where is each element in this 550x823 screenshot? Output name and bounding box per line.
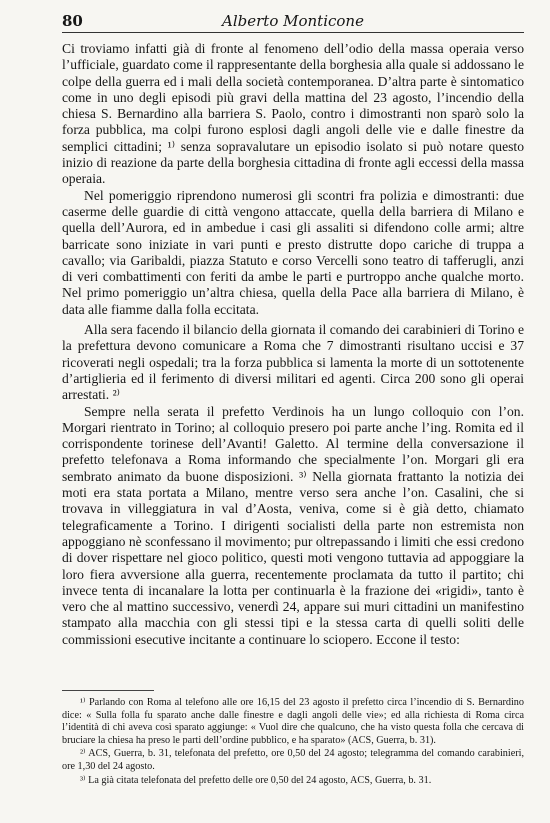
page-header: [62, 10, 524, 33]
body-text: [62, 41, 524, 648]
paragraph: Ci troviamo infatti già di fronte al fenomeno dell’odio della massa operaia verso l’ufficiale, guardato come il rappresentante della borghesia alla quale si addossano le colpe della guerra ed i mali della società contemporanea. D’altra parte è sintomatico come in uno degli episodi più gravi della mattina del 23 agosto, l’incendio della chiesa S. Bernardino alla barriera S. Paolo, contro i dimostranti non sparò solo la forza pubblica, ma colpi furono esplosi dagli angoli delle vie e dalle finestre da semplici cittadini; ¹⁾ senza sopravalutare un episodio isolato si può notare questo inizio di reazione da parte della borghesia cittadina di fronte agli eccessi della massa operaia.: [62, 41, 524, 187]
running-title: Alberto Monticone: [222, 12, 364, 30]
paragraph: Nel pomeriggio riprendono numerosi gli scontri fra polizia e dimostranti: due caserme delle guardie di città vengono attaccate, quella della barriera di Milano e quella dell’Aurora, ed in ambedue i casi gli assaliti si difendono colle armi; altre barricate sono iniziate in vari punti e presto distrutte dopo cariche di truppa a cavallo; via Garibaldi, piazza Statuto e corso Vercelli sono teatro di tafferugli, anzi di veri combattimenti con feriti da ambe le parti e purtroppo anche qualche morto. Nel primo pomeriggio un’altra chiesa, quella della Pace alla barriera di Milano, è data alle fiamme dalla folla eccitata.: [62, 187, 524, 317]
footnote: ³⁾ La già citata telefonata del prefetto delle ore 0,50 del 24 agosto, ACS, Guerra, b. 31.: [80, 774, 432, 786]
paragraph: Sempre nella serata il prefetto Verdinois ha un lungo colloquio con l’on. Morgari rientrato in Torino; al colloquio presero poi parte anche l’ing. Romita ed il corrispondente torinese dell’Avanti! Galetto. Al termine della conversazione il prefetto telefonava a Roma informando che specialmente l’on. Morgari gli era sembrato animato da buone disposizioni. ³⁾ Nella giornata frattanto la notizia dei moti era stata portata a Milano, mentre verso sera anche l’on. Casalini, che si trovava in villeggiatura in val d’Aosta, veniva, come si è già detto, chiamato telegraficamente a Torino. I dirigenti socialisti della parte non estremista non appoggiano nè sconfessano il movimento; pur oltrepassando i limiti che essi credono di dover rispettare nel gioco politico, questi moti vengono tuttavia ad appoggiare la loro fiera avversione alla guerra, recentemente proclamata da tutto il partito; chi invece tenta di incanalare la lotta per continuarla è la frazione dei «rigidi», tanto è vero che al mattino successivo, venerdì 24, appare sui muri cittadini un manifestino stampato alla macchia con gli stessi tipi e la stessa carta di quelli soliti delle commissioni esecutive incitante a continuare lo sciopero. Eccone il testo:: [62, 403, 524, 647]
footnote: ¹⁾ Parlando con Roma al telefono alle ore 16,15 del 23 agosto il prefetto circa l’incendio di S. Bernardino dice: « Sulla folla fu sparato anche dalle finestre e dagli angoli delle vie»; ed alla richiesta di Roma circa l’identità di chi aveva così sparato aggiunge: « Vuol dire che qualcuno, che ha visto questa folla che cercava di bruciare la chiesa ha preso le parti dell’ordine pubblico, e ha sparato» (ACS, Guerra, b. 31).: [62, 697, 524, 746]
footnote-divider: [62, 690, 154, 691]
footnote: ²⁾ ACS, Guerra, b. 31, telefonata del prefetto, ore 0,50 del 24 agosto; telegramma del comando carabinieri, ore 1,30 del 24 agosto.: [62, 748, 524, 772]
footnotes: [62, 697, 524, 788]
paragraph: Alla sera facendo il bilancio della giornata il comando dei carabinieri di Torino e la prefettura devono comunicare a Roma che 7 dimostranti risultano uccisi e 37 ricoverati negli ospedali; tra la forza pubblica si lamenta la morte di un sottotenente d’artiglieria ed il ferimento di diversi militari ed agenti. Circa 200 sono gli operai arrestati. ²⁾: [62, 322, 524, 403]
page-number: 80: [62, 12, 83, 30]
